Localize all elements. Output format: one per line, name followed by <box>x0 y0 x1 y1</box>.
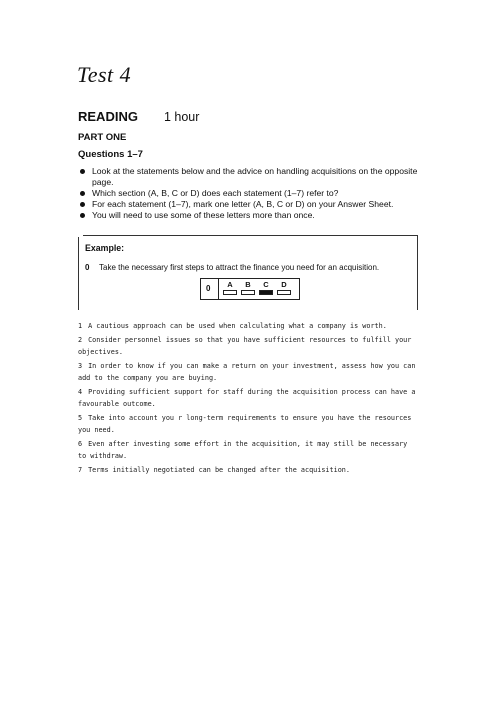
grid-divider <box>218 279 219 299</box>
instruction-item: For each statement (1–7), mark one letter (A, B, C or D) on your Answer Sheet. <box>78 199 418 210</box>
instruction-item: You will need to use some of these letters more than once. <box>78 210 418 221</box>
answer-option-d[interactable]: D <box>277 280 291 295</box>
bullet-icon <box>80 191 85 196</box>
questions-range: Questions 1–7 <box>78 149 143 160</box>
bullet-icon <box>80 169 85 174</box>
section-name: READING <box>78 109 138 124</box>
bullet-icon <box>80 202 85 207</box>
answer-option-a[interactable]: A <box>223 280 237 295</box>
section-heading <box>78 108 199 126</box>
statement-item: 5 Take into account you r long-term requirements to ensure you have the resources you need. <box>78 414 412 434</box>
answer-option-c[interactable]: C <box>259 280 273 295</box>
statement-item: 6 Even after investing some effort in the acquisition, it may still be necessary to withdraw. <box>78 440 408 460</box>
answer-box-a <box>223 290 237 295</box>
answer-box-d <box>277 290 291 295</box>
answer-box-b <box>241 290 255 295</box>
part-heading: PART ONE <box>78 132 127 143</box>
statements-list <box>78 320 418 478</box>
statement-item: 4 Providing sufficient support for staff during the acquisition process can have a favourable outcome. <box>78 388 416 408</box>
section-duration: 1 hour <box>163 110 200 124</box>
bullet-icon <box>80 213 85 218</box>
statement-item: 1 A cautious approach can be used when calculating what a company is worth. <box>78 322 387 330</box>
example-answer-grid <box>200 278 300 300</box>
statement-item: 2 Consider personnel issues so that you have sufficient resources to fulfill your objectives. <box>78 336 412 356</box>
answer-number: 0 <box>206 284 211 293</box>
example-text: Take the necessary first steps to attract the finance you need for an acquisition. <box>99 263 380 272</box>
statement-item: 7 Terms initially negotiated can be changed after the acquisition. <box>78 466 350 474</box>
answer-box-c-selected <box>259 290 273 295</box>
instruction-item: Look at the statements below and the advice on handling acquisitions on the opposite page. <box>78 166 418 188</box>
answer-option-b[interactable]: B <box>241 280 255 295</box>
instructions-list <box>78 166 418 221</box>
statement-item: 3 In order to know if you can make a return on your investment, assess how you can add to the company you are buying. <box>78 362 416 382</box>
example-label: Example: <box>85 243 125 253</box>
test-title: Test 4 <box>77 62 132 87</box>
example-box <box>78 235 418 310</box>
instruction-item: Which section (A, B, C or D) does each statement (1–7) refer to? <box>78 188 418 199</box>
example-number: 0 <box>85 263 90 272</box>
